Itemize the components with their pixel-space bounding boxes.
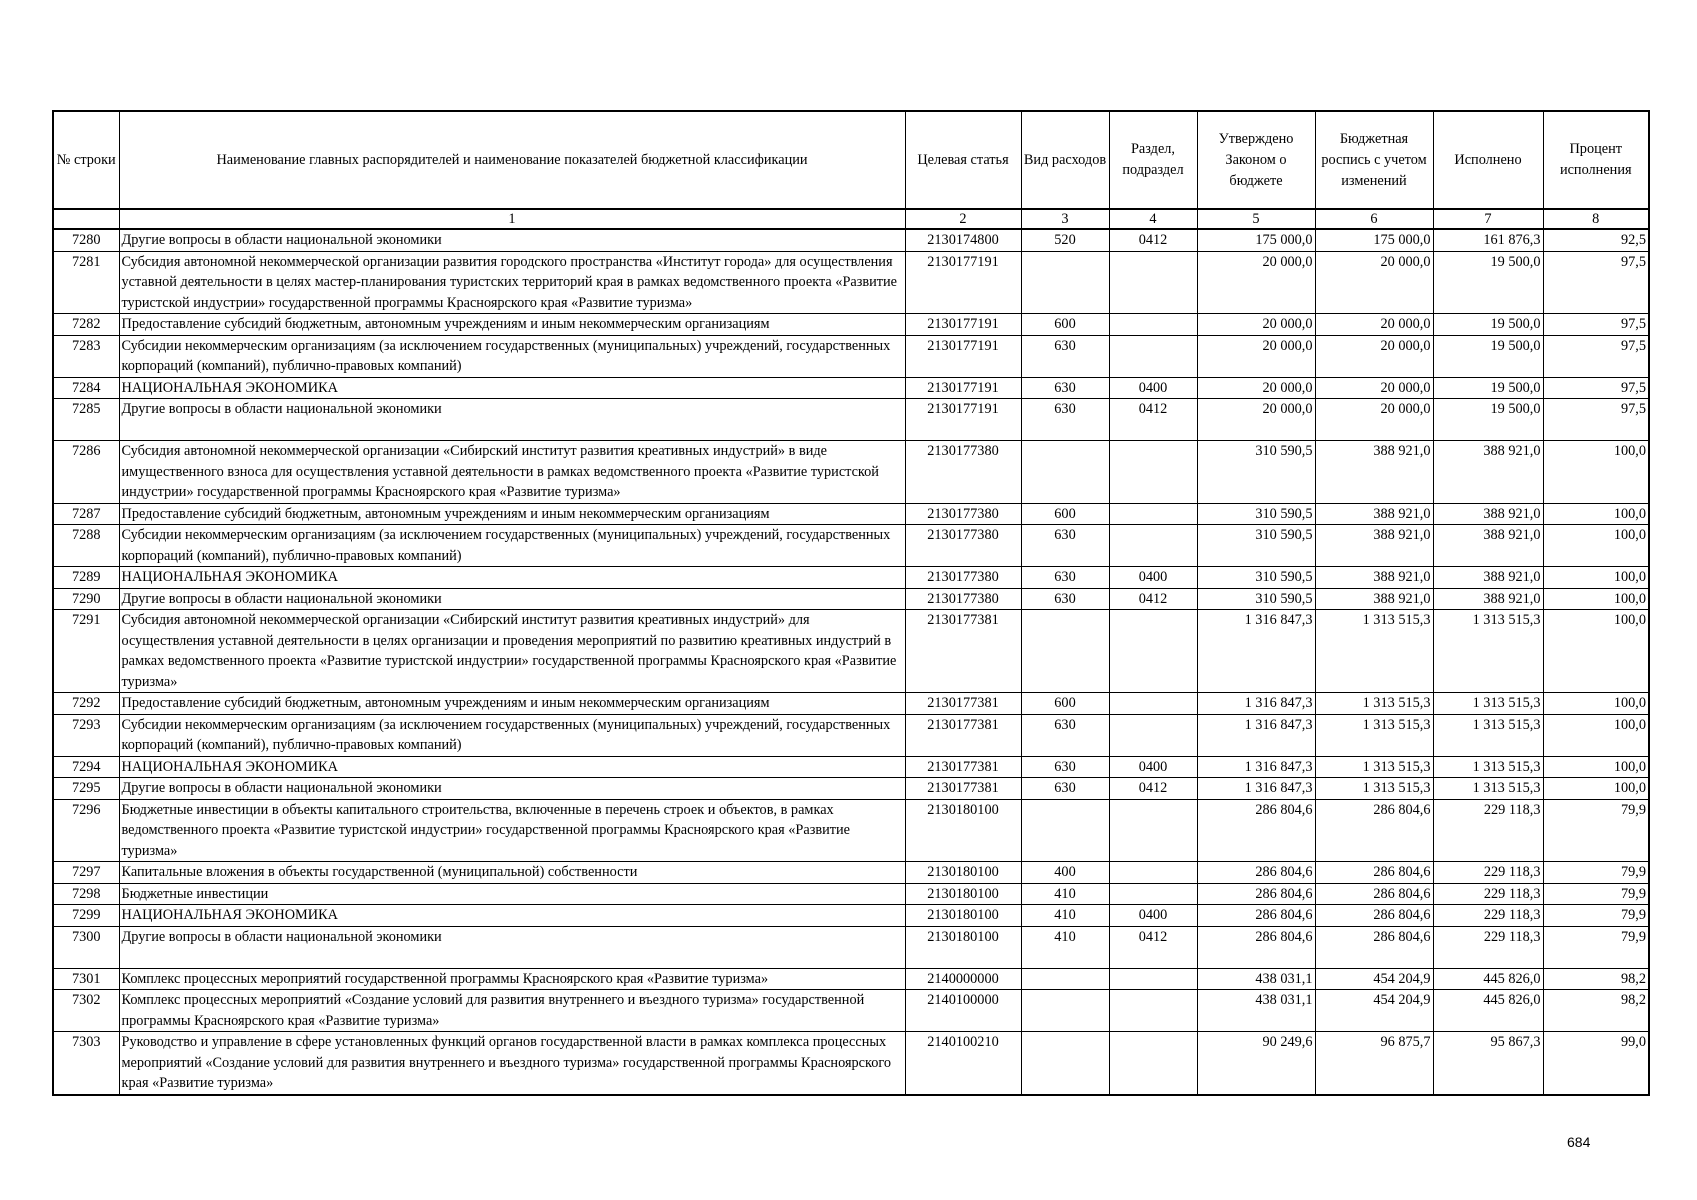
row-budget-schedule: 388 921,0 <box>1315 525 1433 567</box>
header-budget-schedule: Бюджетная роспись с учетом изменений <box>1315 111 1433 209</box>
table-row <box>53 335 1649 377</box>
table-row <box>53 756 1649 778</box>
table-row <box>53 883 1649 905</box>
row-percent: 100,0 <box>1543 441 1649 504</box>
row-expense-type: 630 <box>1021 567 1109 589</box>
row-approved: 1 316 847,3 <box>1197 610 1315 693</box>
row-approved: 286 804,6 <box>1197 926 1315 968</box>
row-number: 7302 <box>53 990 119 1032</box>
row-budget-schedule: 20 000,0 <box>1315 251 1433 314</box>
row-target-article: 2140100000 <box>905 990 1021 1032</box>
row-number: 7292 <box>53 693 119 715</box>
row-expense-type <box>1021 990 1109 1032</box>
row-budget-schedule: 1 313 515,3 <box>1315 610 1433 693</box>
column-number: 5 <box>1197 209 1315 229</box>
row-executed: 229 118,3 <box>1433 905 1543 927</box>
row-name: Комплекс процессных мероприятий государственной программы Красноярского края «Развитие туризма» <box>119 968 905 990</box>
row-number: 7281 <box>53 251 119 314</box>
row-expense-type: 600 <box>1021 693 1109 715</box>
row-section <box>1109 990 1197 1032</box>
row-expense-type: 520 <box>1021 229 1109 251</box>
row-target-article: 2130177191 <box>905 399 1021 441</box>
row-executed: 1 313 515,3 <box>1433 778 1543 800</box>
row-target-article: 2130177380 <box>905 441 1021 504</box>
table-row <box>53 588 1649 610</box>
row-target-article: 2130180100 <box>905 905 1021 927</box>
row-approved: 286 804,6 <box>1197 799 1315 862</box>
row-percent: 97,5 <box>1543 399 1649 441</box>
row-section: 0400 <box>1109 905 1197 927</box>
row-percent: 97,5 <box>1543 314 1649 336</box>
row-executed: 1 313 515,3 <box>1433 610 1543 693</box>
row-number: 7286 <box>53 441 119 504</box>
row-number: 7297 <box>53 862 119 884</box>
row-executed: 1 313 515,3 <box>1433 714 1543 756</box>
row-name: НАЦИОНАЛЬНАЯ ЭКОНОМИКА <box>119 567 905 589</box>
column-number-row <box>53 209 1649 229</box>
row-name: Комплекс процессных мероприятий «Создание условий для развития внутреннего и въездного туризма» государственной программы Красноярского края «Развитие туризма» <box>119 990 905 1032</box>
row-target-article: 2130177381 <box>905 756 1021 778</box>
row-section <box>1109 693 1197 715</box>
row-percent: 79,9 <box>1543 799 1649 862</box>
row-target-article: 2130177191 <box>905 377 1021 399</box>
header-executed: Исполнено <box>1433 111 1543 209</box>
row-number: 7284 <box>53 377 119 399</box>
row-section <box>1109 799 1197 862</box>
row-executed: 19 500,0 <box>1433 399 1543 441</box>
row-executed: 445 826,0 <box>1433 968 1543 990</box>
column-number: 8 <box>1543 209 1649 229</box>
row-percent: 92,5 <box>1543 229 1649 251</box>
row-section <box>1109 1032 1197 1095</box>
row-executed: 388 921,0 <box>1433 503 1543 525</box>
table-row <box>53 377 1649 399</box>
row-executed: 388 921,0 <box>1433 441 1543 504</box>
row-executed: 388 921,0 <box>1433 525 1543 567</box>
row-target-article: 2130177380 <box>905 525 1021 567</box>
row-name: Предоставление субсидий бюджетным, автономным учреждениям и иным некоммерческим организациям <box>119 314 905 336</box>
row-name: Другие вопросы в области национальной экономики <box>119 229 905 251</box>
row-budget-schedule: 454 204,9 <box>1315 968 1433 990</box>
row-target-article: 2130177191 <box>905 335 1021 377</box>
row-section: 0412 <box>1109 926 1197 968</box>
row-target-article: 2130177191 <box>905 251 1021 314</box>
row-percent: 100,0 <box>1543 567 1649 589</box>
row-target-article: 2140000000 <box>905 968 1021 990</box>
table-row <box>53 1032 1649 1095</box>
row-expense-type: 630 <box>1021 525 1109 567</box>
table-row <box>53 905 1649 927</box>
row-number: 7283 <box>53 335 119 377</box>
header-row-number: № строки <box>53 111 119 209</box>
header-percent: Процент исполнения <box>1543 111 1649 209</box>
row-budget-schedule: 388 921,0 <box>1315 567 1433 589</box>
row-budget-schedule: 286 804,6 <box>1315 883 1433 905</box>
row-percent: 79,9 <box>1543 883 1649 905</box>
row-approved: 310 590,5 <box>1197 567 1315 589</box>
row-target-article: 2140100210 <box>905 1032 1021 1095</box>
row-budget-schedule: 286 804,6 <box>1315 905 1433 927</box>
header-expense-type: Вид расходов <box>1021 111 1109 209</box>
row-target-article: 2130180100 <box>905 799 1021 862</box>
row-executed: 445 826,0 <box>1433 990 1543 1032</box>
row-section <box>1109 525 1197 567</box>
row-executed: 1 313 515,3 <box>1433 693 1543 715</box>
table-row <box>53 714 1649 756</box>
row-approved: 286 804,6 <box>1197 905 1315 927</box>
header-target-article: Целевая статья <box>905 111 1021 209</box>
row-name: Другие вопросы в области национальной экономики <box>119 778 905 800</box>
row-target-article: 2130177191 <box>905 314 1021 336</box>
row-percent: 79,9 <box>1543 926 1649 968</box>
row-target-article: 2130177380 <box>905 567 1021 589</box>
row-executed: 229 118,3 <box>1433 926 1543 968</box>
row-expense-type: 630 <box>1021 778 1109 800</box>
row-number: 7296 <box>53 799 119 862</box>
row-section <box>1109 503 1197 525</box>
header-name: Наименование главных распорядителей и наименование показателей бюджетной классификации <box>119 111 905 209</box>
row-name: Субсидия автономной некоммерческой организации «Сибирский институт развития креативных индустрий» для осуществления уставной деятельности в целях организации и проведения мероприятий по развитию креативных индустрий в рамках ведомственного проекта «Развитие туристской индустрии» государственной программы Красноярского края «Развитие туризма» <box>119 610 905 693</box>
row-number: 7287 <box>53 503 119 525</box>
row-budget-schedule: 20 000,0 <box>1315 377 1433 399</box>
row-approved: 20 000,0 <box>1197 251 1315 314</box>
row-name: Другие вопросы в области национальной экономики <box>119 399 905 441</box>
budget-table <box>52 110 1650 1096</box>
row-number: 7300 <box>53 926 119 968</box>
row-expense-type: 410 <box>1021 883 1109 905</box>
row-expense-type: 410 <box>1021 926 1109 968</box>
table-row <box>53 441 1649 504</box>
row-target-article: 2130180100 <box>905 926 1021 968</box>
row-section <box>1109 610 1197 693</box>
table-row <box>53 229 1649 251</box>
row-budget-schedule: 1 313 515,3 <box>1315 714 1433 756</box>
row-percent: 97,5 <box>1543 377 1649 399</box>
row-section <box>1109 251 1197 314</box>
row-name: Предоставление субсидий бюджетным, автономным учреждениям и иным некоммерческим организациям <box>119 503 905 525</box>
row-name: Субсидия автономной некоммерческой организации развития городского пространства «Институт города» для осуществления уставной деятельности в целях мастер-планирования туристских территорий края в рамках ведомственного проекта «Развитие туристской индустрии» государственной программы Красноярского края «Развитие туризма» <box>119 251 905 314</box>
row-target-article: 2130177381 <box>905 610 1021 693</box>
row-name: Субсидия автономной некоммерческой организации «Сибирский институт развития креативных индустрий» в виде имущественного взноса для осуществления уставной деятельности в рамках ведомственного проекта «Развитие туристской индустрии» государственной программы Красноярского края «Развитие туризма» <box>119 441 905 504</box>
row-name: Бюджетные инвестиции в объекты капитального строительства, включенные в перечень строек и объектов, в рамках ведомственного проекта «Развитие туристской индустрии» государственной программы Красноярского края «Развитие туризма» <box>119 799 905 862</box>
row-expense-type: 410 <box>1021 905 1109 927</box>
row-name: Бюджетные инвестиции <box>119 883 905 905</box>
row-section <box>1109 862 1197 884</box>
row-number: 7294 <box>53 756 119 778</box>
row-number: 7282 <box>53 314 119 336</box>
row-name: Субсидии некоммерческим организациям (за исключением государственных (муниципальных) учреждений, государственных корпораций (компаний), публично-правовых компаний) <box>119 714 905 756</box>
row-expense-type: 630 <box>1021 756 1109 778</box>
column-number: 3 <box>1021 209 1109 229</box>
table-row <box>53 399 1649 441</box>
row-expense-type: 600 <box>1021 314 1109 336</box>
row-approved: 1 316 847,3 <box>1197 714 1315 756</box>
row-executed: 229 118,3 <box>1433 799 1543 862</box>
header-section: Раздел, подраздел <box>1109 111 1197 209</box>
column-number: 7 <box>1433 209 1543 229</box>
row-approved: 175 000,0 <box>1197 229 1315 251</box>
row-approved: 1 316 847,3 <box>1197 756 1315 778</box>
row-number: 7289 <box>53 567 119 589</box>
row-section <box>1109 968 1197 990</box>
row-budget-schedule: 286 804,6 <box>1315 799 1433 862</box>
row-budget-schedule: 20 000,0 <box>1315 314 1433 336</box>
row-target-article: 2130177380 <box>905 503 1021 525</box>
table-row <box>53 567 1649 589</box>
row-expense-type: 630 <box>1021 335 1109 377</box>
row-budget-schedule: 388 921,0 <box>1315 503 1433 525</box>
row-expense-type: 400 <box>1021 862 1109 884</box>
row-expense-type <box>1021 1032 1109 1095</box>
row-expense-type: 630 <box>1021 588 1109 610</box>
row-target-article: 2130180100 <box>905 862 1021 884</box>
row-budget-schedule: 388 921,0 <box>1315 441 1433 504</box>
row-approved: 20 000,0 <box>1197 399 1315 441</box>
row-executed: 388 921,0 <box>1433 588 1543 610</box>
row-approved: 1 316 847,3 <box>1197 778 1315 800</box>
column-number: 2 <box>905 209 1021 229</box>
column-number: 1 <box>119 209 905 229</box>
row-name: Субсидии некоммерческим организациям (за исключением государственных (муниципальных) учреждений, государственных корпораций (компаний), публично-правовых компаний) <box>119 335 905 377</box>
row-section <box>1109 335 1197 377</box>
table-row <box>53 799 1649 862</box>
row-percent: 97,5 <box>1543 251 1649 314</box>
row-approved: 1 316 847,3 <box>1197 693 1315 715</box>
row-executed: 19 500,0 <box>1433 377 1543 399</box>
row-percent: 100,0 <box>1543 693 1649 715</box>
row-name: Капитальные вложения в объекты государственной (муниципальной) собственности <box>119 862 905 884</box>
row-executed: 1 313 515,3 <box>1433 756 1543 778</box>
row-name: НАЦИОНАЛЬНАЯ ЭКОНОМИКА <box>119 377 905 399</box>
row-percent: 100,0 <box>1543 503 1649 525</box>
row-name: НАЦИОНАЛЬНАЯ ЭКОНОМИКА <box>119 905 905 927</box>
row-budget-schedule: 1 313 515,3 <box>1315 756 1433 778</box>
row-expense-type <box>1021 610 1109 693</box>
row-approved: 20 000,0 <box>1197 314 1315 336</box>
row-budget-schedule: 286 804,6 <box>1315 862 1433 884</box>
row-section <box>1109 883 1197 905</box>
row-expense-type <box>1021 968 1109 990</box>
row-section: 0400 <box>1109 377 1197 399</box>
row-executed: 388 921,0 <box>1433 567 1543 589</box>
row-number: 7291 <box>53 610 119 693</box>
row-number: 7293 <box>53 714 119 756</box>
row-number: 7288 <box>53 525 119 567</box>
row-percent: 100,0 <box>1543 525 1649 567</box>
column-number: 6 <box>1315 209 1433 229</box>
table-row <box>53 693 1649 715</box>
row-approved: 20 000,0 <box>1197 335 1315 377</box>
row-expense-type <box>1021 799 1109 862</box>
row-number: 7285 <box>53 399 119 441</box>
row-expense-type <box>1021 441 1109 504</box>
row-expense-type: 630 <box>1021 714 1109 756</box>
table-body <box>53 229 1649 1095</box>
row-percent: 98,2 <box>1543 990 1649 1032</box>
row-budget-schedule: 1 313 515,3 <box>1315 693 1433 715</box>
row-number: 7298 <box>53 883 119 905</box>
row-percent: 79,9 <box>1543 905 1649 927</box>
row-name: Другие вопросы в области национальной экономики <box>119 926 905 968</box>
table-row <box>53 503 1649 525</box>
row-executed: 229 118,3 <box>1433 883 1543 905</box>
row-number: 7303 <box>53 1032 119 1095</box>
row-section: 0400 <box>1109 567 1197 589</box>
header-approved: Утверждено Законом о бюджете <box>1197 111 1315 209</box>
row-budget-schedule: 96 875,7 <box>1315 1032 1433 1095</box>
row-target-article: 2130177381 <box>905 714 1021 756</box>
column-number-blank <box>53 209 119 229</box>
row-expense-type <box>1021 251 1109 314</box>
row-expense-type: 630 <box>1021 377 1109 399</box>
row-section <box>1109 314 1197 336</box>
table-head <box>53 111 1649 229</box>
table-row <box>53 525 1649 567</box>
table-row <box>53 778 1649 800</box>
row-approved: 310 590,5 <box>1197 525 1315 567</box>
table-row <box>53 926 1649 968</box>
row-approved: 438 031,1 <box>1197 968 1315 990</box>
row-executed: 95 867,3 <box>1433 1032 1543 1095</box>
row-budget-schedule: 286 804,6 <box>1315 926 1433 968</box>
row-section: 0412 <box>1109 588 1197 610</box>
row-percent: 97,5 <box>1543 335 1649 377</box>
table-row <box>53 990 1649 1032</box>
row-percent: 100,0 <box>1543 756 1649 778</box>
table-row <box>53 862 1649 884</box>
table-row <box>53 610 1649 693</box>
row-approved: 310 590,5 <box>1197 588 1315 610</box>
row-target-article: 2130177380 <box>905 588 1021 610</box>
row-section <box>1109 714 1197 756</box>
row-executed: 19 500,0 <box>1433 335 1543 377</box>
row-percent: 79,9 <box>1543 862 1649 884</box>
row-target-article: 2130174800 <box>905 229 1021 251</box>
row-name: Другие вопросы в области национальной экономики <box>119 588 905 610</box>
row-percent: 100,0 <box>1543 610 1649 693</box>
row-budget-schedule: 175 000,0 <box>1315 229 1433 251</box>
table-row <box>53 251 1649 314</box>
row-budget-schedule: 1 313 515,3 <box>1315 778 1433 800</box>
row-approved: 310 590,5 <box>1197 503 1315 525</box>
row-name: Предоставление субсидий бюджетным, автономным учреждениям и иным некоммерческим организациям <box>119 693 905 715</box>
row-section: 0412 <box>1109 778 1197 800</box>
row-name: НАЦИОНАЛЬНАЯ ЭКОНОМИКА <box>119 756 905 778</box>
column-number: 4 <box>1109 209 1197 229</box>
row-section: 0412 <box>1109 399 1197 441</box>
page-number: 684 <box>1567 1134 1591 1150</box>
row-percent: 100,0 <box>1543 778 1649 800</box>
row-percent: 98,2 <box>1543 968 1649 990</box>
row-section <box>1109 441 1197 504</box>
row-executed: 229 118,3 <box>1433 862 1543 884</box>
row-number: 7295 <box>53 778 119 800</box>
row-approved: 90 249,6 <box>1197 1032 1315 1095</box>
row-target-article: 2130180100 <box>905 883 1021 905</box>
row-number: 7301 <box>53 968 119 990</box>
row-executed: 19 500,0 <box>1433 314 1543 336</box>
row-target-article: 2130177381 <box>905 693 1021 715</box>
row-budget-schedule: 20 000,0 <box>1315 335 1433 377</box>
row-executed: 19 500,0 <box>1433 251 1543 314</box>
row-percent: 100,0 <box>1543 588 1649 610</box>
header-row <box>53 111 1649 209</box>
row-expense-type: 600 <box>1021 503 1109 525</box>
row-section: 0412 <box>1109 229 1197 251</box>
row-section: 0400 <box>1109 756 1197 778</box>
row-budget-schedule: 454 204,9 <box>1315 990 1433 1032</box>
row-number: 7280 <box>53 229 119 251</box>
row-number: 7299 <box>53 905 119 927</box>
row-percent: 99,0 <box>1543 1032 1649 1095</box>
row-name: Руководство и управление в сфере установленных функций органов государственной власти в рамках комплекса процессных мероприятий «Создание условий для развития внутреннего и въездного туризма» государственной программы Красноярского края «Развитие туризма» <box>119 1032 905 1095</box>
row-approved: 286 804,6 <box>1197 862 1315 884</box>
row-executed: 161 876,3 <box>1433 229 1543 251</box>
row-name: Субсидии некоммерческим организациям (за исключением государственных (муниципальных) учреждений, государственных корпораций (компаний), публично-правовых компаний) <box>119 525 905 567</box>
row-approved: 286 804,6 <box>1197 883 1315 905</box>
row-percent: 100,0 <box>1543 714 1649 756</box>
row-budget-schedule: 388 921,0 <box>1315 588 1433 610</box>
table-row <box>53 314 1649 336</box>
row-approved: 438 031,1 <box>1197 990 1315 1032</box>
row-approved: 20 000,0 <box>1197 377 1315 399</box>
row-target-article: 2130177381 <box>905 778 1021 800</box>
row-approved: 310 590,5 <box>1197 441 1315 504</box>
table-row <box>53 968 1649 990</box>
row-budget-schedule: 20 000,0 <box>1315 399 1433 441</box>
row-expense-type: 630 <box>1021 399 1109 441</box>
row-number: 7290 <box>53 588 119 610</box>
